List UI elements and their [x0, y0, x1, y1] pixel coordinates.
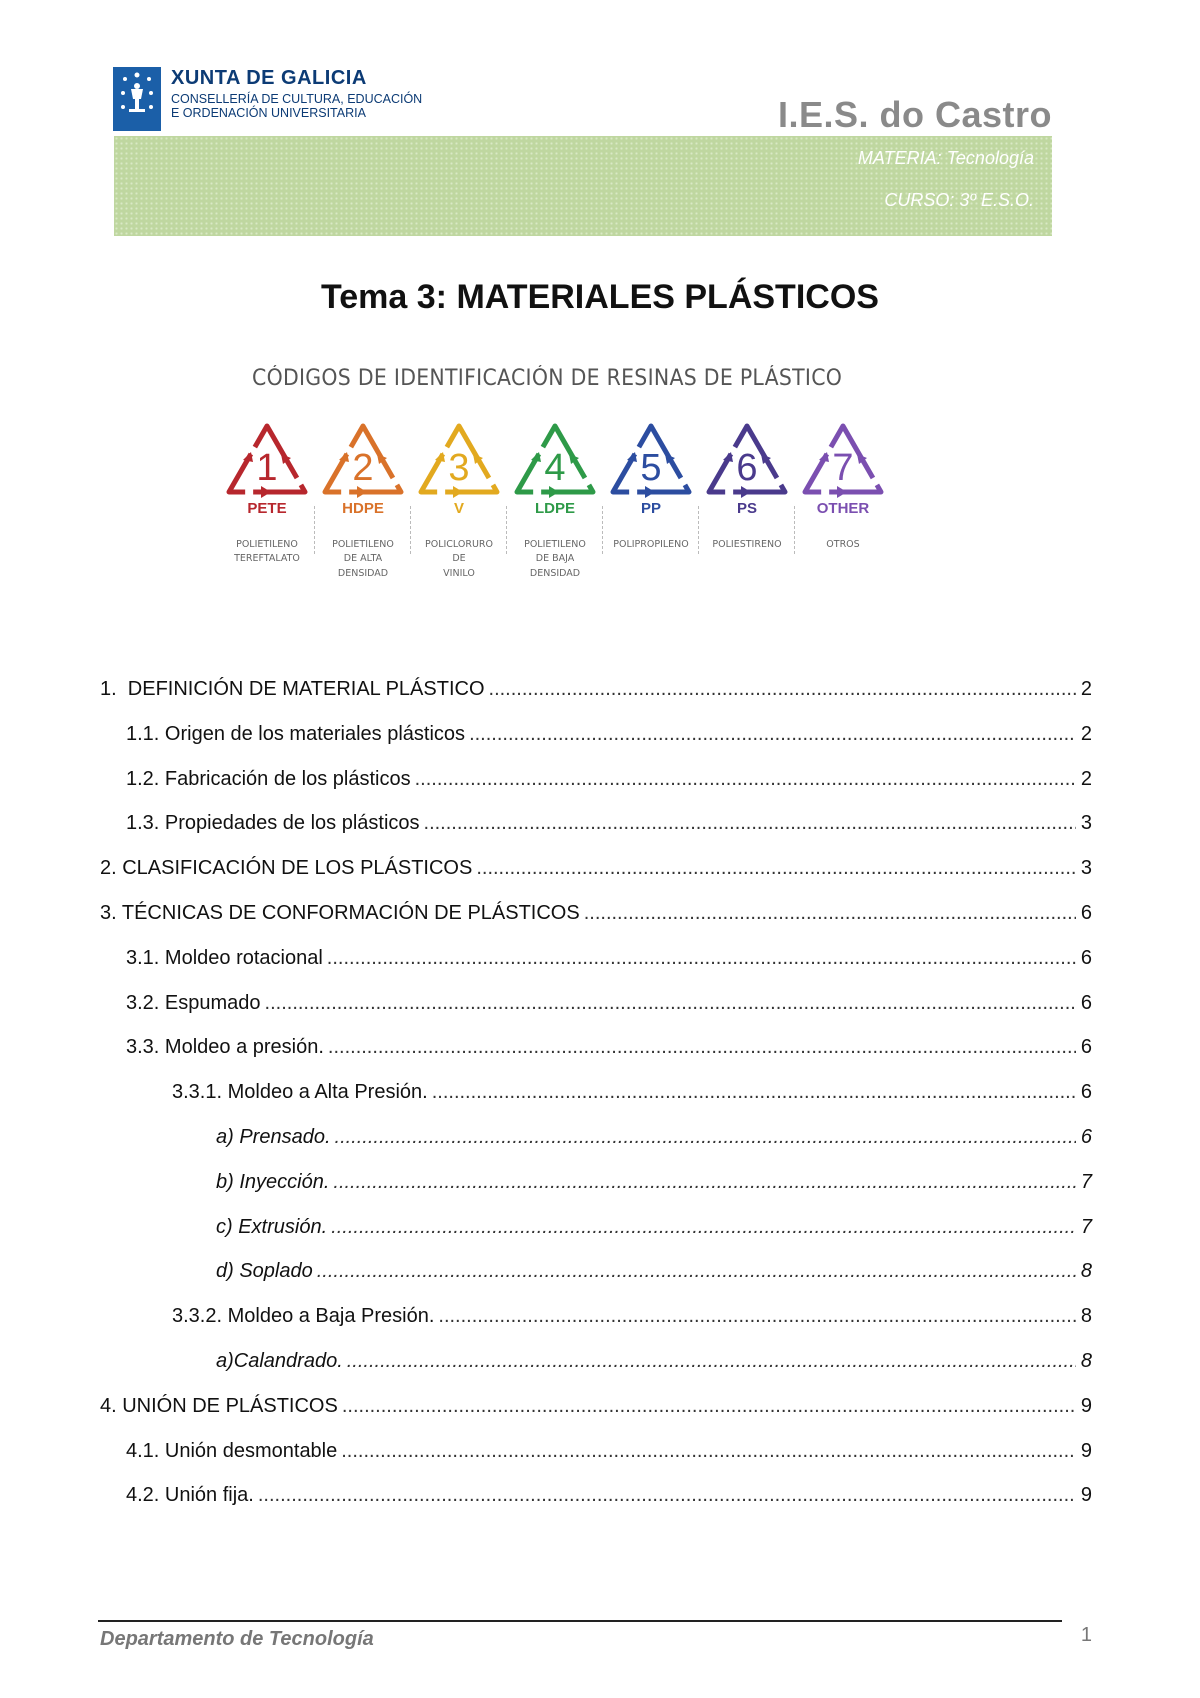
toc-entry-title: 2. CLASIFICACIÓN DE LOS PLÁSTICOS [100, 857, 473, 880]
recycle-triangle-icon [319, 420, 407, 500]
toc-leader-dots [342, 1395, 1076, 1418]
toc-entry-page: 6 [1080, 1126, 1092, 1148]
toc-entry-page: 7 [1080, 1215, 1092, 1238]
toc-leader-dots [258, 1484, 1076, 1507]
toc-entry-page: 8 [1080, 1350, 1092, 1372]
toc-entry[interactable] [100, 902, 1092, 932]
toc-entry-page: 6 [1080, 1036, 1092, 1059]
subject-label: MATERIA: Tecnología [857, 148, 1034, 168]
toc-entry-title: 3.3. Moldeo a presión. [126, 1036, 324, 1059]
code-separator [506, 506, 507, 554]
resin-code-3 [412, 420, 506, 581]
toc-entry[interactable] [126, 812, 1092, 842]
toc-entry[interactable] [126, 1036, 1092, 1066]
toc-entry-page: 8 [1080, 1260, 1092, 1283]
toc-leader-dots [438, 1305, 1076, 1328]
toc-entry-page: 9 [1080, 1439, 1092, 1462]
resin-code-4 [508, 420, 602, 581]
toc-entry-title: a) Prensado. [216, 1126, 331, 1148]
document-title: Tema 3: MATERIALES PLÁSTICOS [321, 278, 879, 316]
toc-entry-page: 2 [1080, 678, 1092, 700]
resin-code-abbr: V [453, 500, 464, 517]
toc-entry[interactable] [216, 1171, 1092, 1201]
resin-code-6 [700, 420, 794, 552]
toc-entry-title: 1.3. Propiedades de los plásticos [126, 812, 420, 835]
resin-code-abbr: OTHER [816, 500, 870, 517]
resin-code-abbr: PS [736, 500, 757, 517]
toc-entry[interactable] [126, 1440, 1092, 1470]
toc-leader-dots [333, 1171, 1076, 1194]
toc-entry[interactable] [100, 678, 1092, 708]
toc-leader-dots [424, 812, 1076, 835]
toc-entry-title: c) Extrusión. [216, 1215, 328, 1238]
toc-leader-dots [341, 1440, 1076, 1463]
resin-code-number: 4 [544, 447, 566, 489]
recycle-triangle-icon [415, 420, 503, 500]
toc-leader-dots [432, 1081, 1076, 1104]
toc-leader-dots [328, 1036, 1076, 1059]
recycle-triangle-icon [703, 420, 791, 500]
toc-entry-page: 6 [1080, 991, 1092, 1014]
resin-code-name: POLIPROPILENO [613, 539, 689, 550]
org-title: XUNTA DE GALICIA [171, 67, 367, 89]
resin-code-number: 1 [256, 447, 278, 489]
toc-entry[interactable] [126, 947, 1092, 977]
resin-code-name: POLIETILENO DE ALTA DENSIDAD [332, 539, 394, 579]
toc-entry-page: 6 [1080, 946, 1092, 969]
toc-entry[interactable] [216, 1126, 1092, 1156]
resin-code-abbr: HDPE [342, 500, 384, 517]
toc-entry-title: 4.1. Unión desmontable [126, 1439, 338, 1462]
resin-code-5 [604, 420, 698, 552]
footer-divider [98, 1620, 1062, 1622]
code-separator [698, 506, 699, 554]
toc-entry[interactable] [216, 1350, 1092, 1380]
toc-leader-dots [331, 1216, 1076, 1239]
resin-codes-figure [220, 362, 900, 602]
toc-leader-dots [476, 857, 1076, 880]
toc-entry-page: 8 [1080, 1305, 1092, 1328]
resin-code-abbr: PP [640, 500, 661, 517]
toc-leader-dots [335, 1126, 1076, 1149]
footer-page-number: 1 [1080, 1624, 1092, 1646]
resin-code-abbr: LDPE [534, 500, 575, 517]
xunta-emblem-icon [113, 67, 161, 131]
toc-leader-dots [415, 768, 1076, 791]
resin-code-number: 7 [832, 447, 854, 489]
resin-code-number: 5 [640, 447, 662, 489]
toc-leader-dots [347, 1350, 1076, 1373]
toc-entry[interactable] [126, 1484, 1092, 1514]
toc-entry-page: 6 [1080, 1081, 1092, 1104]
toc-entry-page: 7 [1080, 1170, 1092, 1193]
toc-entry-title: 3.2. Espumado [126, 991, 261, 1014]
toc-entry-title: 1. DEFINICIÓN DE MATERIAL PLÁSTICO [100, 678, 485, 700]
toc-leader-dots [327, 947, 1076, 970]
resin-code-name: OTROS [826, 539, 860, 550]
toc-entry-title: a)Calandrado. [216, 1350, 343, 1372]
course-label: CURSO: 3º E.S.O. [884, 190, 1034, 210]
resin-code-abbr: PETE [247, 500, 287, 517]
resin-code-2 [316, 420, 410, 581]
toc-entry-title: 3.1. Moldeo rotacional [126, 946, 323, 969]
resin-codes-row [220, 420, 900, 600]
code-separator [314, 506, 315, 554]
toc-entry[interactable] [100, 857, 1092, 887]
toc-entry-title: 1.2. Fabricación de los plásticos [126, 767, 411, 790]
footer-department: Departamento de Tecnología [100, 1628, 374, 1650]
recycle-triangle-icon [799, 420, 887, 500]
toc-entry-page: 9 [1080, 1484, 1092, 1507]
toc-entry[interactable] [172, 1305, 1092, 1335]
figure-title: CÓDIGOS DE IDENTIFICACIÓN DE RESINAS DE PLÁSTICO [252, 366, 843, 391]
toc-leader-dots [584, 902, 1076, 925]
org-subtitle-2: E ORDENACIÓN UNIVERSITARIA [171, 105, 366, 120]
header-banner [114, 136, 1052, 236]
recycle-triangle-icon [223, 420, 311, 500]
resin-code-7 [796, 420, 890, 552]
toc-entry[interactable] [126, 992, 1092, 1022]
resin-code-name: POLICLORURO DE VINILO [425, 539, 493, 579]
recycle-triangle-icon [607, 420, 695, 500]
resin-code-1 [220, 420, 314, 567]
toc-entry-page: 6 [1080, 902, 1092, 924]
toc-entry-title: b) Inyección. [216, 1170, 330, 1193]
resin-code-name: POLIETILENO DE BAJA DENSIDAD [524, 539, 586, 579]
resin-code-number: 6 [736, 447, 758, 489]
toc-entry[interactable] [172, 1081, 1092, 1111]
recycle-triangle-icon [511, 420, 599, 500]
toc-entry-title: 4.2. Unión fija. [126, 1484, 254, 1507]
toc-entry[interactable] [126, 723, 1092, 753]
toc-entry-page: 3 [1080, 857, 1092, 880]
toc-leader-dots [469, 723, 1076, 746]
xunta-logo [113, 67, 422, 131]
code-separator [602, 506, 603, 554]
resin-code-number: 3 [448, 447, 470, 489]
org-subtitle-1: CONSELLERÍA DE CULTURA, EDUCACIÓN [171, 92, 423, 106]
resin-code-name: POLIESTIRENO [712, 539, 782, 550]
toc-entry[interactable] [126, 768, 1092, 798]
toc-entry-page: 9 [1080, 1394, 1092, 1417]
code-separator [794, 506, 795, 554]
toc-entry-title: 4. UNIÓN DE PLÁSTICOS [100, 1394, 338, 1417]
toc-entry[interactable] [216, 1216, 1092, 1246]
toc-leader-dots [489, 678, 1076, 701]
toc-entry-title: 3.3.1. Moldeo a Alta Presión. [172, 1081, 428, 1104]
toc-entry-title: 3. TÉCNICAS DE CONFORMACIÓN DE PLÁSTICOS [100, 902, 580, 924]
code-separator [410, 506, 411, 554]
toc-entry[interactable] [216, 1260, 1092, 1290]
resin-code-number: 2 [352, 447, 374, 489]
toc-entry-title: 1.1. Origen de los materiales plásticos [126, 722, 466, 745]
toc-entry-title: d) Soplado [216, 1260, 313, 1283]
school-name: I.E.S. do Castro [777, 94, 1052, 135]
toc-entry-page: 2 [1080, 722, 1092, 745]
toc-entry-title: 3.3.2. Moldeo a Baja Presión. [172, 1305, 435, 1328]
toc-entry-page: 2 [1080, 767, 1092, 790]
toc-leader-dots [317, 1260, 1076, 1283]
toc-entry[interactable] [100, 1395, 1092, 1425]
toc-leader-dots [265, 992, 1076, 1015]
resin-code-name: POLIETILENO TEREFTALATO [234, 539, 300, 565]
toc-entry-page: 3 [1080, 812, 1092, 835]
